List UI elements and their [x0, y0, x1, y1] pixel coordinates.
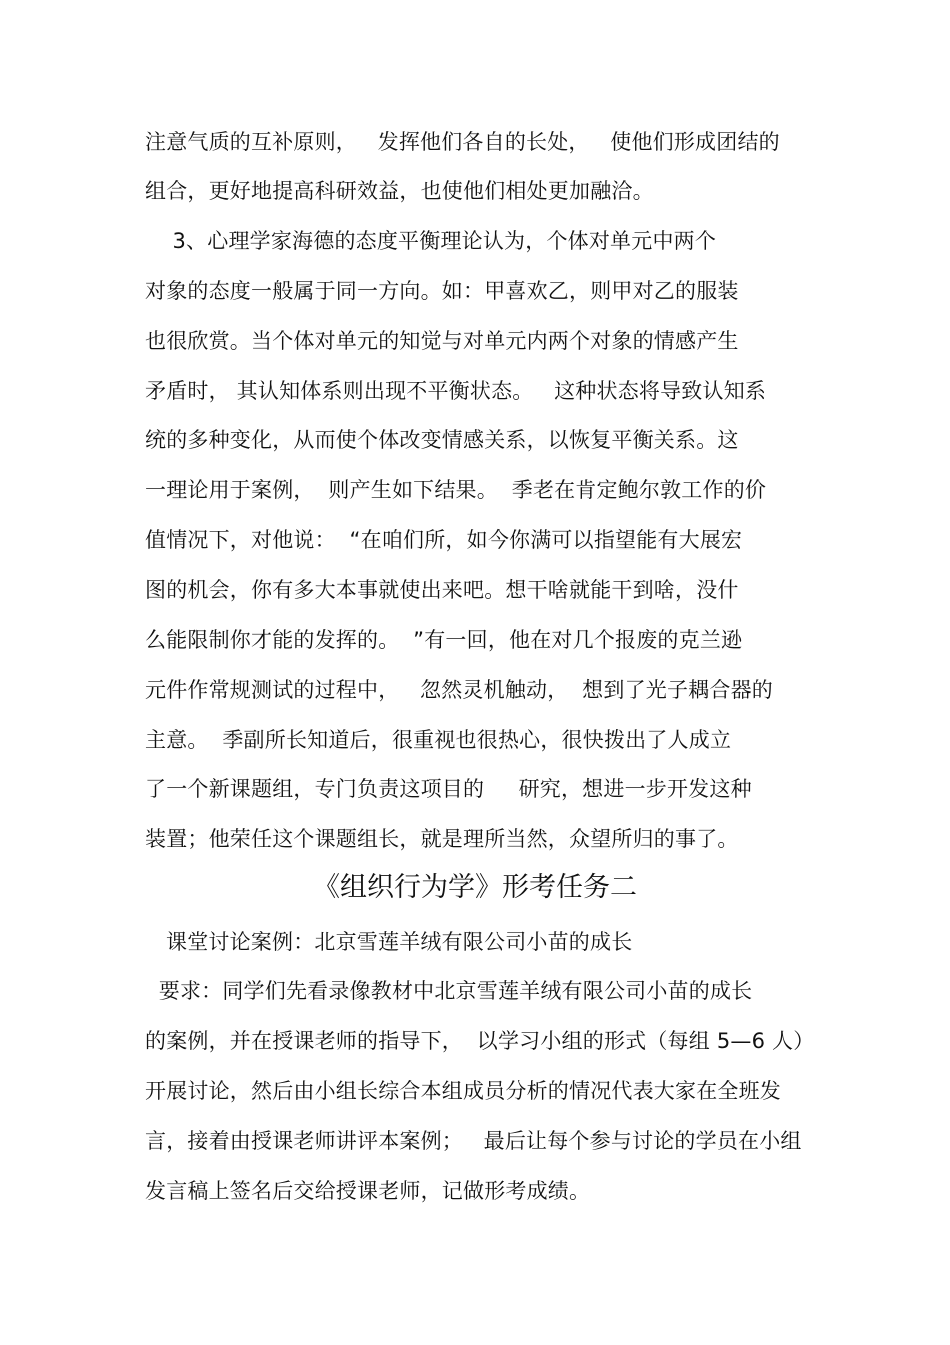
requirement-line: 发言稿上签名后交给授课老师，记做形考成绩。 — [145, 1179, 591, 1203]
section-subtitle: 课堂讨论案例：北京雪莲羊绒有限公司小苗的成长 — [166, 930, 633, 954]
body-text-line: 元件作常规测试的过程中， 忽然灵机触动， 想到了光子耦合器的 — [145, 678, 773, 702]
body-text-line: 组合，更好地提高科研效益，也使他们相处更加融洽。 — [145, 179, 654, 203]
body-text-line: 一理论用于案例， 则产生如下结果。 季老在肯定鲍尔敦工作的价 — [145, 478, 767, 502]
body-text-line: 装置；他荣任这个课题组长，就是理所当然，众望所归的事了。 — [145, 827, 739, 851]
requirement-line: 要求：同学们先看录像教材中北京雪莲羊绒有限公司小苗的成长 — [145, 979, 753, 1003]
body-text-line: 也很欣赏。当个体对单元的知觉与对单元内两个对象的情感产生 — [145, 329, 739, 353]
body-text-line: 值情况下，对他说： “在咱们所，如今你满可以指望能有大展宏 — [145, 528, 743, 552]
body-text-line: 么能限制你才能的发挥的。 ”有一回，他在对几个报废的克兰逊 — [145, 628, 743, 652]
body-text-line: 统的多种变化，从而使个体改变情感关系，以恢复平衡关系。这 — [145, 428, 739, 452]
body-text-line: 主意。 季副所长知道后，很重视也很热心，很快拨出了人成立 — [145, 728, 732, 752]
body-text-line: 了一个新课题组，专门负责这项目的 研究，想进一步开发这种 — [145, 777, 752, 801]
body-text-line: 对象的态度一般属于同一方向。如：甲喜欢乙，则甲对乙的服装 — [145, 279, 739, 303]
body-text-line: 注意气质的互补原则， 发挥他们各自的长处， 使他们形成团结的 — [145, 130, 780, 154]
body-text-line: 图的机会，你有多大本事就使出来吧。想干啥就能干到啥，没什 — [145, 578, 739, 602]
body-text-line: 3、心理学家海德的态度平衡理论认为，个体对单元中两个 — [145, 229, 717, 253]
requirement-line: 的案例，并在授课老师的指导下， 以学习小组的形式（每组 5—6 人） — [145, 1029, 815, 1053]
section-title: 《组织行为学》形考任务二 — [313, 872, 637, 903]
body-text-line: 矛盾时， 其认知体系则出现不平衡状态。 这种状态将导致认知系 — [145, 379, 767, 403]
requirement-line: 开展讨论，然后由小组长综合本组成员分析的情况代表大家在全班发 — [145, 1079, 781, 1103]
requirement-line: 言，接着由授课老师讲评本案例； 最后让每个参与讨论的学员在小组 — [145, 1129, 802, 1153]
